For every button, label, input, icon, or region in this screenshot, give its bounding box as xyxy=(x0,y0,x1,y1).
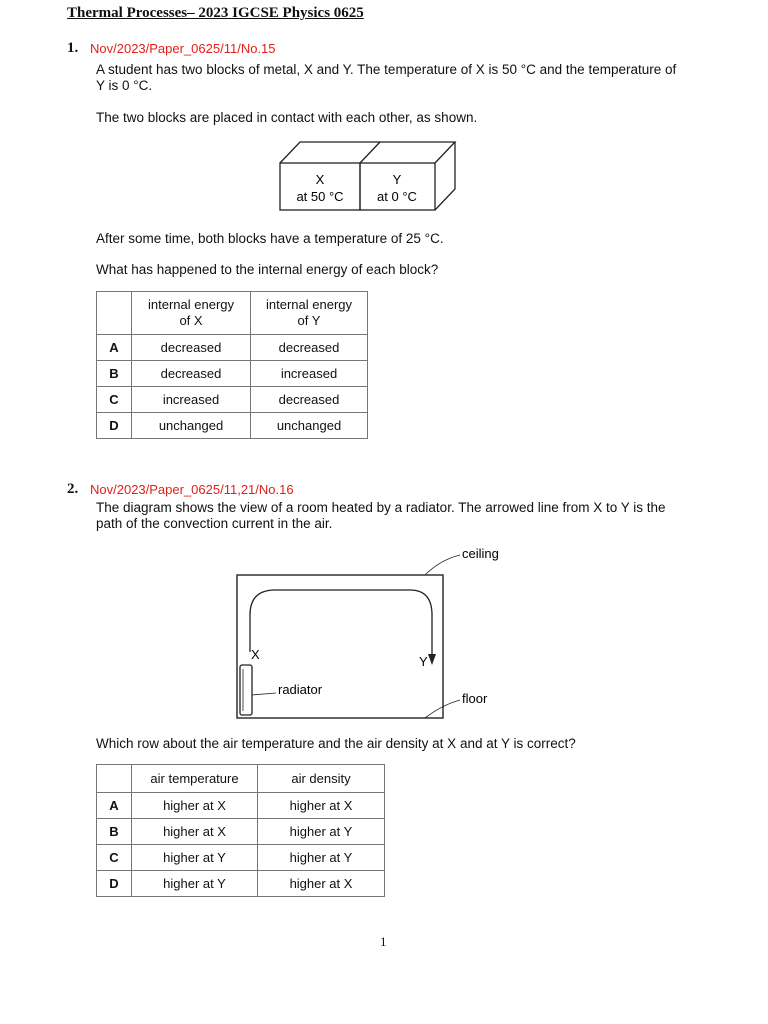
table-cell: higher at Y xyxy=(258,819,385,845)
room-diagram xyxy=(230,540,520,725)
table-row xyxy=(97,361,368,387)
option-letter: D xyxy=(97,871,132,897)
table-header-empty xyxy=(97,765,132,793)
option-letter: B xyxy=(97,361,132,387)
option-letter: C xyxy=(97,387,132,413)
blocks-top xyxy=(280,142,455,163)
table-cell: higher at Y xyxy=(132,845,258,871)
ceiling-leader xyxy=(425,555,460,575)
table-cell: decreased xyxy=(132,361,251,387)
table-header-line: internal energy xyxy=(266,297,352,312)
table-header: air density xyxy=(258,765,385,793)
table-row xyxy=(97,335,368,361)
table-header-empty xyxy=(97,292,132,335)
point-x-label: X xyxy=(251,647,260,662)
table-header-row xyxy=(97,765,385,793)
table-header xyxy=(251,292,368,335)
question-1-stem-line: A student has two blocks of metal, X and Y. The temperature of X is 50 °C and the temperature of xyxy=(96,62,677,77)
question-1-number: 1. xyxy=(67,40,79,56)
table-row xyxy=(97,845,385,871)
room-walls xyxy=(237,575,443,718)
table-header-line: of X xyxy=(179,313,203,328)
option-letter: D xyxy=(97,413,132,439)
table-cell: higher at X xyxy=(132,793,258,819)
question-1-answer-table xyxy=(96,291,368,439)
ceiling-label: ceiling xyxy=(462,546,499,561)
question-2-reference: Nov/2023/Paper_0625/11,21/No.16 xyxy=(90,482,294,497)
table-cell: decreased xyxy=(251,387,368,413)
question-2-answer-table xyxy=(96,764,385,897)
question-2-number: 2. xyxy=(67,481,79,497)
question-1-stem xyxy=(96,62,696,94)
question-1-stem-line: Y is 0 °C. xyxy=(96,78,153,93)
question-1-question: What has happened to the internal energy of each block? xyxy=(96,262,439,277)
floor-label: floor xyxy=(462,691,488,706)
block-x-temp: at 50 °C xyxy=(296,189,344,204)
convection-arrowhead xyxy=(428,654,436,665)
question-2-stem-line: path of the convection current in the air. xyxy=(96,516,333,531)
block-x-label: X xyxy=(315,172,325,187)
table-row xyxy=(97,819,385,845)
radiator-shape xyxy=(240,665,252,715)
convection-path xyxy=(250,590,432,656)
question-1-after-text: After some time, both blocks have a temperature of 25 °C. xyxy=(96,231,444,246)
block-y-temp: at 0 °C xyxy=(377,189,417,204)
table-cell: higher at X xyxy=(258,793,385,819)
table-header: air temperature xyxy=(132,765,258,793)
table-cell: higher at Y xyxy=(132,871,258,897)
table-header-row xyxy=(97,292,368,335)
block-y-label: Y xyxy=(392,172,402,187)
option-letter: A xyxy=(97,335,132,361)
question-2-question: Which row about the air temperature and the air density at X and at Y is correct? xyxy=(96,736,576,751)
table-header-line: internal energy xyxy=(148,297,234,312)
table-cell: increased xyxy=(132,387,251,413)
table-header-line: of Y xyxy=(297,313,321,328)
point-y-label: Y xyxy=(419,654,428,669)
table-cell: higher at Y xyxy=(258,845,385,871)
page-title: Thermal Processes– 2023 IGCSE Physics 0625 xyxy=(67,5,364,21)
table-row xyxy=(97,793,385,819)
blocks-divider xyxy=(360,142,380,163)
question-1-instruction: The two blocks are placed in contact with each other, as shown. xyxy=(96,110,478,125)
radiator-label: radiator xyxy=(278,682,323,697)
table-cell: increased xyxy=(251,361,368,387)
table-cell: unchanged xyxy=(251,413,368,439)
question-2-stem-line: The diagram shows the view of a room heated by a radiator. The arrowed line from X to Y is the xyxy=(96,500,666,515)
question-1-reference: Nov/2023/Paper_0625/11/No.15 xyxy=(90,41,276,56)
table-row xyxy=(97,871,385,897)
option-letter: A xyxy=(97,793,132,819)
table-cell: decreased xyxy=(251,335,368,361)
radiator-leader xyxy=(252,693,276,695)
table-cell: unchanged xyxy=(132,413,251,439)
table-header xyxy=(132,292,251,335)
table-row xyxy=(97,387,368,413)
option-letter: C xyxy=(97,845,132,871)
page-number: 1 xyxy=(380,934,387,949)
question-2-stem xyxy=(96,500,696,532)
option-letter: B xyxy=(97,819,132,845)
table-cell: higher at X xyxy=(258,871,385,897)
blocks-diagram xyxy=(270,135,470,215)
table-row xyxy=(97,413,368,439)
table-cell: higher at X xyxy=(132,819,258,845)
table-cell: decreased xyxy=(132,335,251,361)
